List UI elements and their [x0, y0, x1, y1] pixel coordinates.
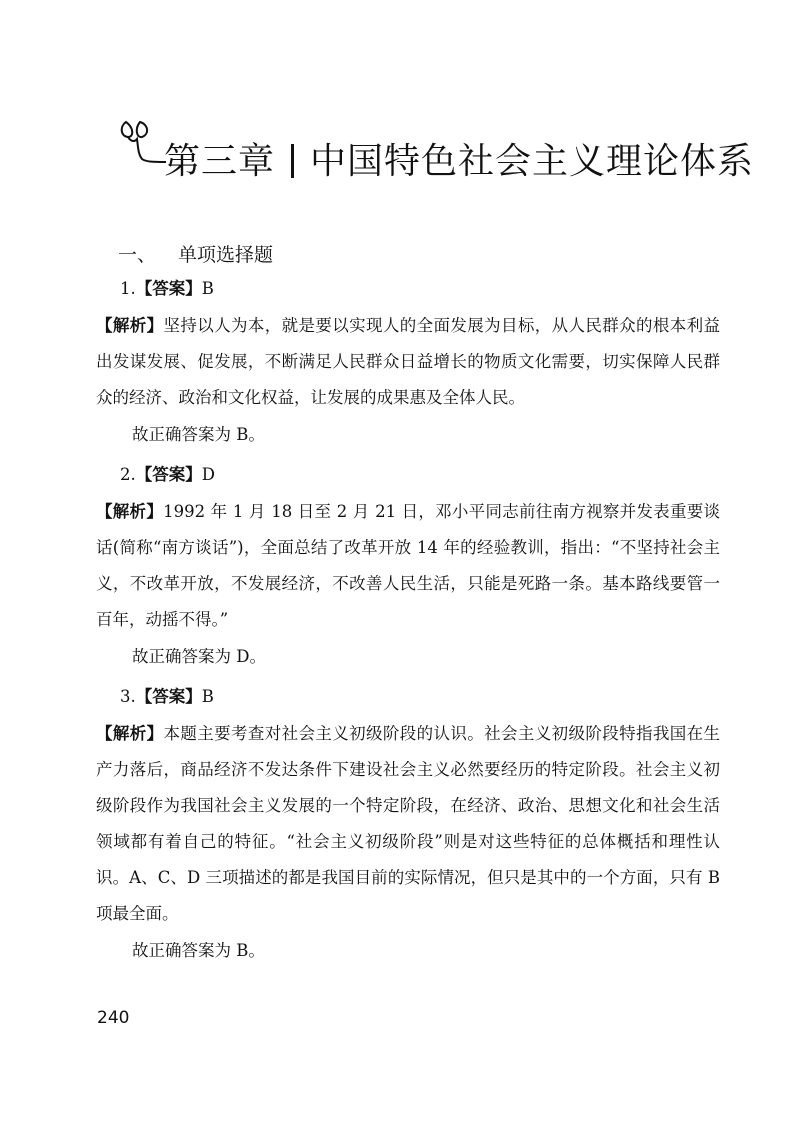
- chapter-name: 中国特色社会主义理论体系: [310, 141, 755, 182]
- answer-value: B: [201, 279, 214, 298]
- analysis-text: 本题主要考查对社会主义初级阶段的认识。社会主义初级阶段特指我国在生产力落后，商品经济不发达条件下建设社会主义必然要经历的特定阶段。社会主义初级阶段作为我国社会主义发展的一个特定阶段，在经济、政治、思想文化和社会生活领域都有着自己的特征。“社会主义初级阶段”则是对这些特征的总体概括和理性认识。A、C、D 三项描述的都是我国目前的实际情况，但只是其中的一个方面，只有 B 项最全面。: [96, 724, 720, 923]
- question-number: 2.: [120, 465, 136, 484]
- analysis-paragraph: [96, 494, 720, 638]
- conclusion-text: 故正确答案为 B。: [132, 425, 265, 444]
- answer-tag: 【答案】: [135, 279, 202, 298]
- question-item: [96, 456, 720, 676]
- sprout-icon: [118, 118, 168, 170]
- chapter-title: [164, 138, 754, 186]
- analysis-tag: 【解析】: [96, 724, 164, 743]
- title-divider: [291, 144, 294, 178]
- section-heading: [118, 240, 273, 267]
- answer-value: D: [201, 465, 215, 484]
- conclusion-text: 故正确答案为 B。: [132, 941, 265, 960]
- conclusion-text: 故正确答案为 D。: [132, 647, 266, 666]
- chapter-header: [118, 118, 755, 198]
- question-number: 1.: [120, 279, 136, 298]
- answer-tag: 【答案】: [135, 465, 202, 484]
- analysis-text: 坚持以人为本，就是要以实现人的全面发展为目标，从人民群众的根本利益出发谋发展、促发展，不断满足人民群众日益增长的物质文化需要，切实保障人民群众的经济、政治和文化权益，让发展的成果惠及全体人民。: [96, 316, 720, 407]
- analysis-text: 1992 年 1 月 18 日至 2 月 21 日，邓小平同志前往南方视察并发表重要谈话(简称“南方谈话”)，全面总结了改革开放 14 年的经验教训，指出：“不坚持社会主义，不改革开放，不发展经济，不改善人民生活，只能是死路一条。基本路线要管一百年，动摇不得。”: [96, 502, 720, 629]
- question-item: [96, 270, 720, 454]
- answer-label: [96, 678, 720, 716]
- analysis-tag: 【解析】: [96, 316, 164, 335]
- analysis-tag: 【解析】: [96, 502, 164, 521]
- page-number: 240: [97, 1008, 130, 1028]
- answer-list: [96, 270, 720, 972]
- question-number: 3.: [120, 687, 136, 706]
- question-item: [96, 678, 720, 970]
- section-title: 单项选择题: [178, 244, 274, 266]
- section-number: 一、: [118, 244, 157, 266]
- answer-value: B: [201, 687, 214, 706]
- analysis-paragraph: [96, 308, 720, 416]
- chapter-number: 第三章: [164, 141, 276, 182]
- analysis-paragraph: [96, 716, 720, 932]
- answer-tag: 【答案】: [135, 687, 202, 706]
- answer-label: [96, 456, 720, 494]
- answer-label: [96, 270, 720, 308]
